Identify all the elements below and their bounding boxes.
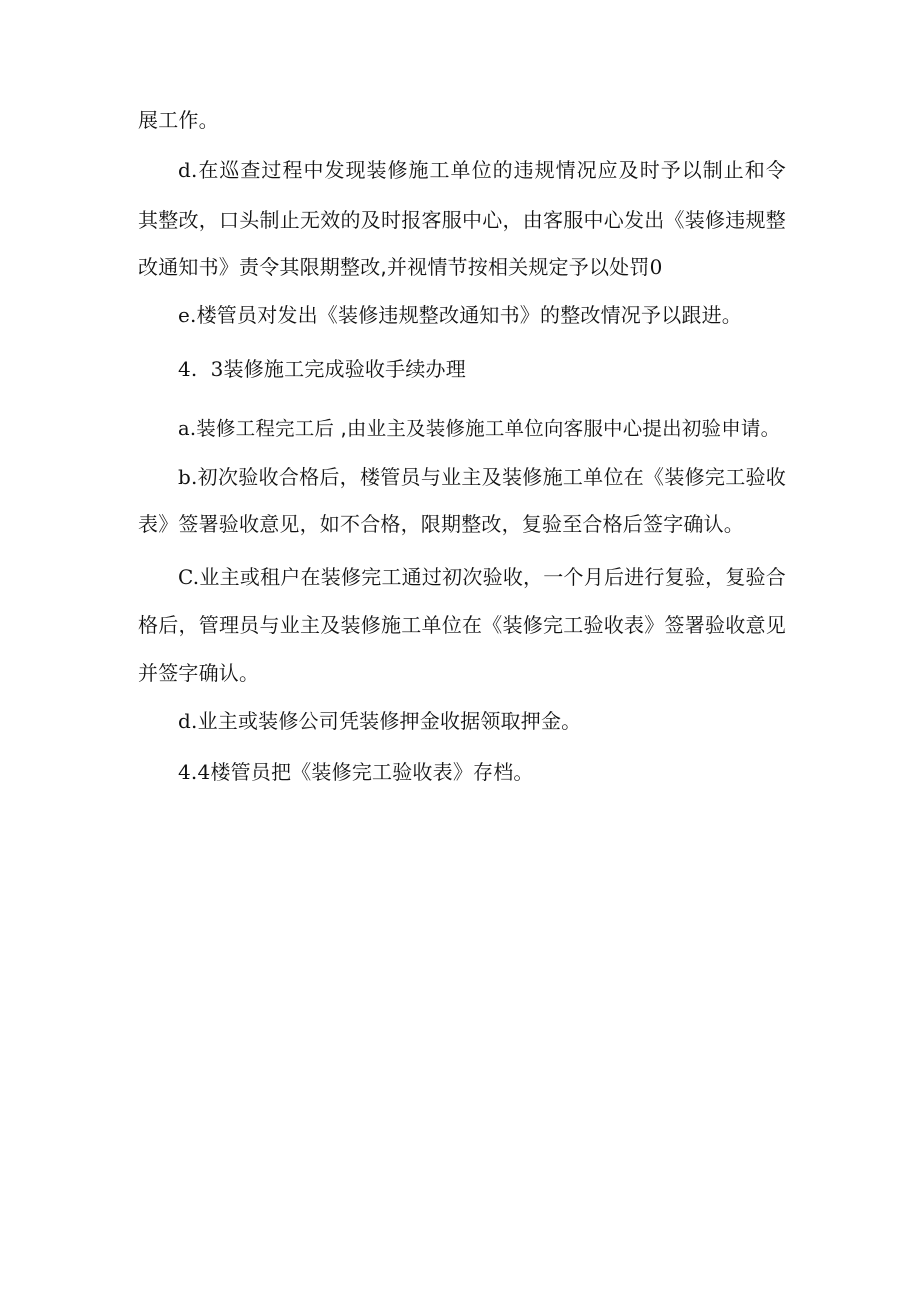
section-heading [178,352,786,386]
section-heading [178,755,786,789]
item-marker: d. [178,158,198,182]
line-text: 业主或租户在装修完工通过初次验收，一个月后进行复验，复验合 [199,565,786,589]
line-text: 并签字确认。 [138,661,260,685]
text-line [178,460,786,494]
line-text: 业主或装修公司凭装修押金收据领取押金。 [197,709,582,733]
item-marker: d. [178,709,198,733]
line-text: 在巡查过程中发现装修施工单位的违规情况应及时予以制止和令 [197,158,786,182]
line-text: 其整改，口头制止无效的及时报客服中心，由客服中心发出《装修违规整 [138,208,786,232]
text-line [138,507,786,541]
item-marker: e. [178,303,197,327]
line-tail: 0 [649,255,663,279]
text-line [178,298,786,332]
text-line [138,103,786,137]
text-line [138,656,786,690]
line-text: 表》签署验收意见，如不合格，限期整改，复验至合格后签字确认。 [138,512,744,536]
text-line [138,203,786,237]
line-text: 楼管员对发出《装修违规整改通知书》的整改情况予以跟进。 [196,303,742,327]
line-text: 展工作。 [138,108,219,132]
line-text: 初次验收合格后，楼管员与业主及装修施工单位在《装修完工验收 [197,465,786,489]
text-line [178,412,786,446]
item-marker: a. [178,417,197,440]
section-title: 楼管员把《装修完工验收表》存档。 [210,760,534,784]
text-line [178,560,786,594]
line-text: 改通知书》责令其限期整改,并视情节按相关规定予以处罚 [138,255,650,279]
text-line [178,704,786,738]
item-marker: C. [178,565,200,589]
text-line [138,250,786,284]
item-marker: b. [178,465,198,489]
section-number: 4.4 [178,760,211,784]
line-text: 装修工程完工后 ,由业主及装修施工单位向客服中心提出初验申请。 [196,417,781,440]
text-line [178,153,786,187]
section-number: 4. 3 [178,357,224,381]
section-title: 装修施工完成验收手续办理 [223,357,466,381]
text-line [138,608,786,642]
line-text: 格后，管理员与业主及装修施工单位在《装修完工验收表》签署验收意见 [138,613,786,637]
